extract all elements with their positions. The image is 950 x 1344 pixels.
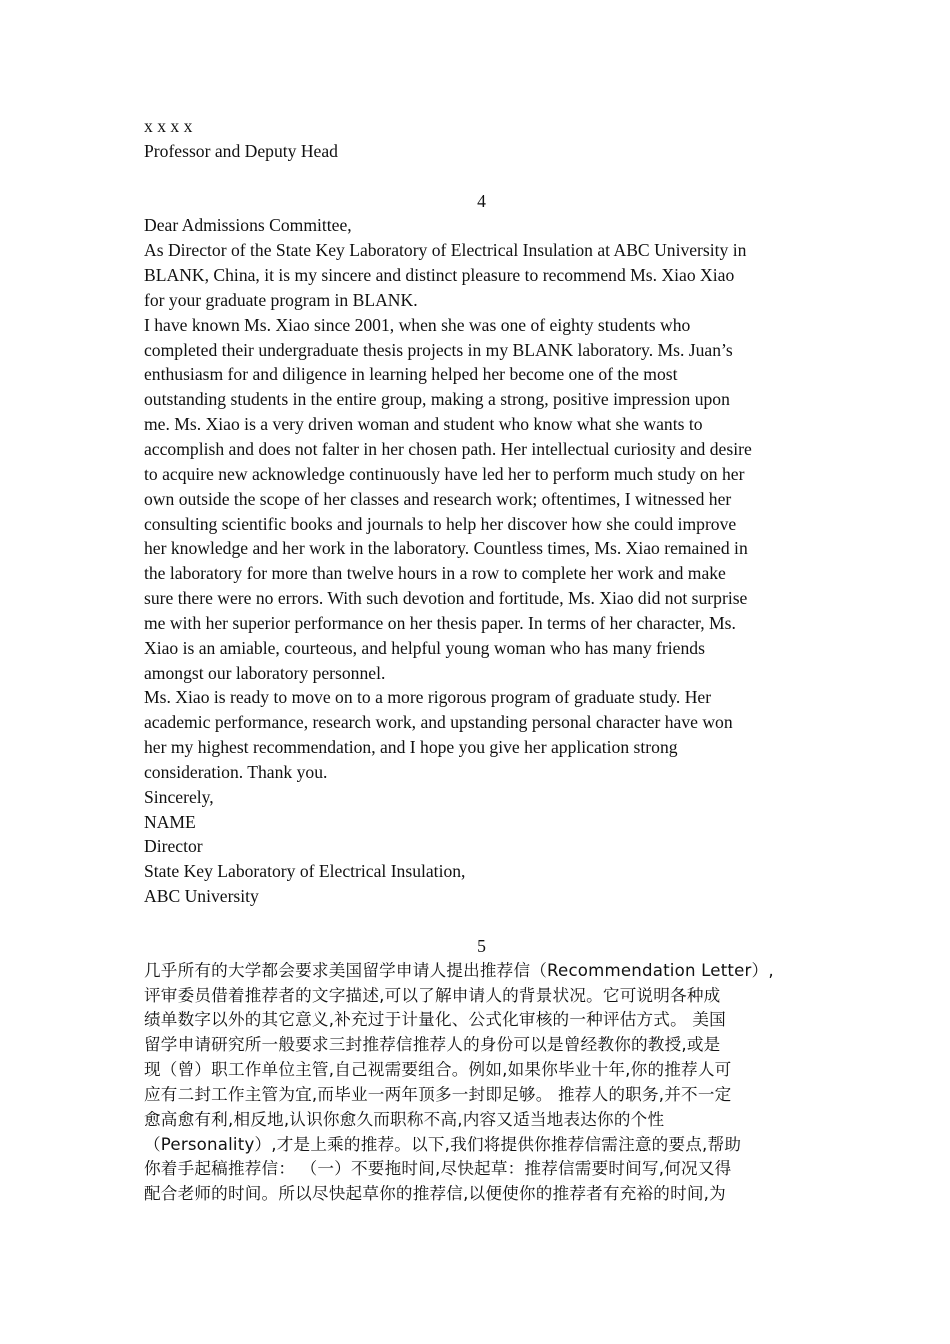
recommendation-letter	[144, 213, 819, 909]
chinese-article	[144, 959, 819, 1207]
letter-line: her my highest recommendation, and I hope you give her application strong	[144, 737, 678, 758]
letter-line: accomplish and does not falter in her chosen path. Her intellectual curiosity and desire	[144, 438, 752, 459]
article-line: 应有二封工作主管为宜,而毕业一两年顶多一封即足够。 推荐人的职务,并不一定	[144, 1084, 732, 1104]
letter-line: Director	[144, 836, 203, 857]
letter-line: Sincerely,	[144, 786, 214, 807]
article-line: 现（曾）职工作单位主管,自己视需要组合。例如,如果你毕业十年,你的推荐人可	[144, 1060, 732, 1080]
spacer	[144, 909, 819, 934]
article-line: 留学申请研究所一般要求三封推荐信推荐人的身份可以是曾经教你的教授,或是	[144, 1035, 721, 1055]
letter-line: Xiao is an amiable, courteous, and helpful young woman who has many friends	[144, 637, 705, 658]
letter-line: enthusiasm for and diligence in learning helped her become one of the most	[144, 364, 678, 385]
letter-line: As Director of the State Key Laboratory of Electrical Insulation at ABC University in	[144, 240, 747, 261]
letter-line: consideration. Thank you.	[144, 761, 328, 782]
letter-line: ABC University	[144, 886, 259, 907]
section-number-4: 4	[477, 190, 486, 211]
article-line: 评审委员借着推荐者的文字描述,可以了解申请人的背景状况。它可说明各种成	[144, 985, 721, 1005]
letter-line: Ms. Xiao is ready to move on to a more rigorous program of graduate study. Her	[144, 687, 712, 708]
letter-line: consulting scientific books and journals to help her discover how she could improve	[144, 513, 737, 534]
article-line: 几乎所有的大学都会要求美国留学申请人提出推荐信（Recommendation Letter）,	[144, 960, 774, 980]
signer-title: Professor and Deputy Head	[144, 140, 338, 161]
document-page	[144, 114, 819, 1207]
article-line: 你着手起稿推荐信： （一）不要拖时间,尽快起草：推荐信需要时间写,何况又得	[144, 1159, 732, 1179]
letter-line: State Key Laboratory of Electrical Insulation,	[144, 861, 466, 882]
article-line: 愈高愈有利,相反地,认识你愈久而职称不高,内容又适当地表达你的个性	[144, 1109, 665, 1129]
letter-line: outstanding students in the entire group, making a strong, positive impression upon	[144, 389, 730, 410]
article-line: 配合老师的时间。所以尽快起草你的推荐信,以便使你的推荐者有充裕的时间,为	[144, 1184, 726, 1204]
letter-line: Dear Admissions Committee,	[144, 215, 352, 236]
letter-line: NAME	[144, 811, 196, 832]
letter-line: sure there were no errors. With such devotion and fortitude, Ms. Xiao did not surprise	[144, 588, 748, 609]
letter-line: the laboratory for more than twelve hours in a row to complete her work and make	[144, 563, 726, 584]
article-line: 绩单数字以外的其它意义,补充过于计量化、公式化审核的一种评估方式。 美国	[144, 1010, 726, 1030]
letter-line: academic performance, research work, and upstanding personal character have won	[144, 712, 733, 733]
letter-line: BLANK, China, it is my sincere and distinct pleasure to recommend Ms. Xiao Xiao	[144, 265, 735, 286]
letter-line: me. Ms. Xiao is a very driven woman and student who know what she wants to	[144, 414, 703, 435]
letter-line: completed their undergraduate thesis projects in my BLANK laboratory. Ms. Juan’s	[144, 339, 733, 360]
letter-line: me with her superior performance on her thesis paper. In terms of her character, Ms.	[144, 612, 736, 633]
letter-line: own outside the scope of her classes and research work; oftentimes, I witnessed her	[144, 488, 732, 509]
article-line: （Personality）,才是上乘的推荐。以下,我们将提供你推荐信需注意的要点,帮助	[144, 1134, 742, 1154]
letter-line: amongst our laboratory personnel.	[144, 662, 386, 683]
section-number-5: 5	[477, 935, 486, 956]
letter-line: her knowledge and her work in the laboratory. Countless times, Ms. Xiao remained in	[144, 538, 748, 559]
letter-line: for your graduate program in BLANK.	[144, 289, 418, 310]
letter-line: I have known Ms. Xiao since 2001, when she was one of eighty students who	[144, 314, 691, 335]
letter-line: to acquire new acknowledge continuously have led her to perform much study on her	[144, 463, 745, 484]
spacer	[144, 164, 819, 189]
signer-name-placeholder: x x x x	[144, 116, 193, 136]
